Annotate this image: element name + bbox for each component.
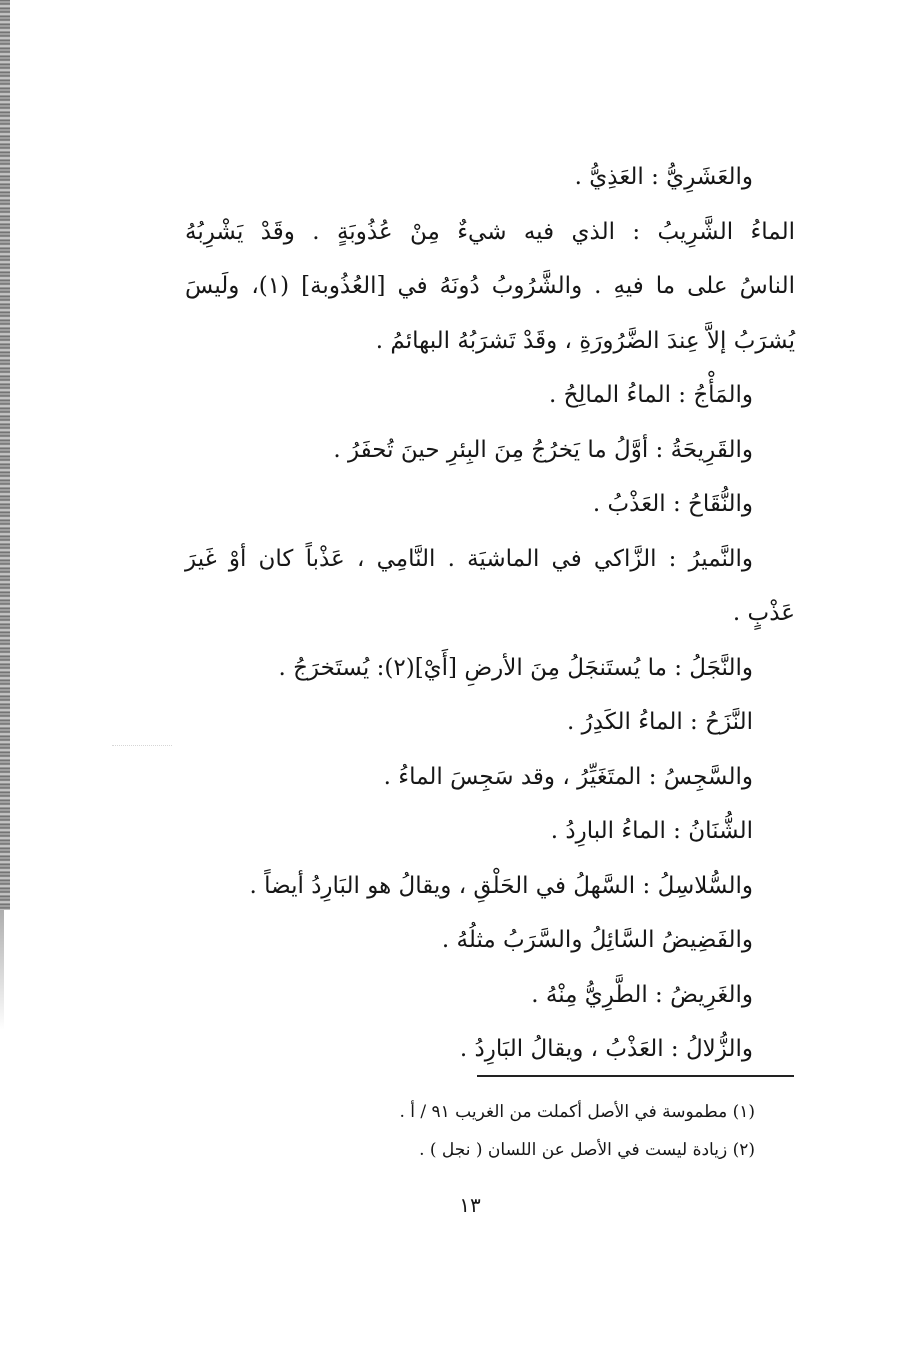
- entry-line: عَذْبٍ .: [732, 600, 795, 626]
- entry-line: النَّزَحُ : الماءُ الكَدِرُ .: [567, 709, 753, 735]
- scan-speck: [112, 745, 172, 748]
- entry-line: الناسُ على ما فيهِ . والشَّرُوبُ دُونَهُ في [العُذُوبة] (١)، ولَيسَ: [185, 273, 795, 299]
- entry-line: والزُّلالُ : العَذْبُ ، ويقالُ البَارِدُ .: [459, 1036, 753, 1062]
- entry-line: والمَأْجُ : الماءُ المالِحُ .: [548, 382, 753, 408]
- entry-line: والفَضِيضُ السَّائِلُ والسَّرَبُ مثلُهُ .: [441, 927, 753, 953]
- entry-line: والنُّقَاحُ : العَذْبُ .: [592, 491, 753, 517]
- entry-line: والقَرِيحَةُ : أوَّلُ ما يَخرُجُ مِنَ البِئرِ حينَ تُحفَرُ .: [333, 436, 753, 463]
- footnote-1: (١) مطموسة في الأصل أكملت من الغريب ٩١ / أ .: [399, 1102, 755, 1122]
- entry-line: يُشرَبُ إلاَّ عِندَ الضَّرُورَةِ ، وقَدْ تَشرَبُهُ البهائمُ .: [375, 327, 795, 354]
- entry-line: والنَّجَلُ : ما يُستَنجَلُ مِنَ الأرضِ [أَيْ](٢): يُستَخرَجُ .: [278, 654, 753, 681]
- entry-line: والنَّميرُ : الزَّاكي في الماشيَة . النَّامِي ، عَذْباً كان أوْ غَيرَ: [185, 545, 753, 572]
- main-text: [185, 150, 795, 1077]
- entry-line: والعَشَرِيُّ : العَذِيُّ .: [574, 164, 753, 190]
- entry-line: الماءُ الشَّرِيبُ : الذي فيه شيءٌ مِنْ عُذُوبَةٍ . وقَدْ يَشْرِبُهُ: [185, 218, 795, 245]
- entry-line: والغَرِيضُ : الطَّرِيُّ مِنْهُ .: [531, 981, 753, 1008]
- footnote-divider: [477, 1075, 794, 1077]
- footnote-2: (٢) زيادة ليست في الأصل عن اللسان ( نجل ) .: [419, 1140, 755, 1160]
- scan-binding-edge: [0, 0, 10, 910]
- page-number: ١٣: [459, 1193, 481, 1217]
- scan-binding-shadow: [0, 910, 4, 1030]
- entry-line: الشُّنَانُ : الماءُ البارِدُ .: [550, 818, 753, 844]
- entry-line: والسُّلاسِلُ : السَّهلُ في الحَلْقِ ، ويقالُ هو البَارِدُ أيضاً .: [249, 872, 753, 899]
- entry-line: والسَّجِسُ : المتَغَيِّرُ ، وقد سَجِسَ الماءُ .: [383, 763, 753, 790]
- footnotes: [300, 1093, 755, 1169]
